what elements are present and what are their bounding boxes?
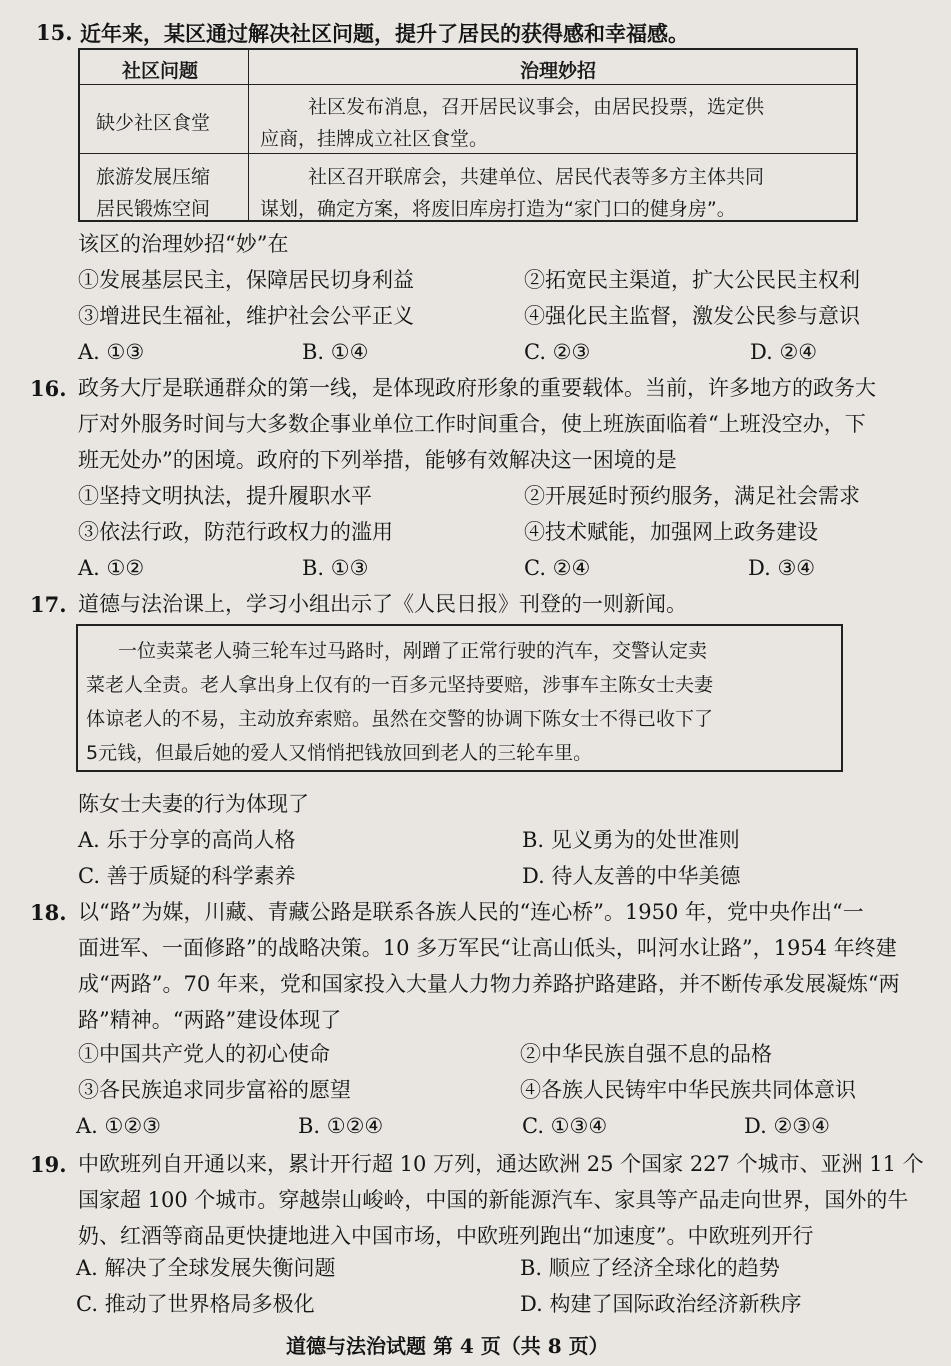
question-number: 15. — [36, 20, 73, 45]
question-stem: 政务大厅是联通群众的第一线，是体现政府形象的重要载体。当前，许多地方的政务大 — [78, 376, 876, 400]
answer-option[interactable]: D. 待人友善的中华美德 — [522, 864, 741, 888]
question-number: 17. — [30, 592, 67, 617]
table-cell: 社区召开联席会，共建单位、居民代表等多方主体共同 — [308, 166, 765, 188]
answer-option[interactable]: B. ①③ — [302, 556, 369, 580]
statement-item: ③依法行政，防范行政权力的滥用 — [78, 520, 393, 544]
table-divider — [80, 84, 856, 85]
answer-option[interactable]: B. 见义勇为的处世准则 — [522, 828, 740, 852]
question-stem: 路”精神。“两路”建设体现了 — [78, 1008, 342, 1032]
table-cell: 应商，挂牌成立社区食堂。 — [260, 128, 489, 150]
question-stem: 成“两路”。70 年来，党和国家投入大量人力物力养路护路建路，并不断传承发展凝炼“两 — [78, 972, 900, 996]
page-footer: 道德与法治试题 第 4 页（共 8 页） — [286, 1334, 609, 1358]
statement-item: ④各族人民铸牢中华民族共同体意识 — [520, 1078, 856, 1102]
answer-option[interactable]: B. ①②④ — [298, 1114, 384, 1138]
statement-item: ④技术赋能，加强网上政务建设 — [524, 520, 818, 544]
news-line: 菜老人全责。老人拿出身上仅有的一百多元坚持要赔，涉事车主陈女士夫妻 — [86, 674, 714, 696]
answer-option[interactable]: C. ②④ — [524, 556, 591, 580]
table-cell: 谋划，确定方案，将废旧库房打造为“家门口的健身房”。 — [260, 198, 736, 220]
answer-option[interactable]: C. 推动了世界格局多极化 — [76, 1292, 315, 1316]
question-stem: 道德与法治课上，学习小组出示了《人民日报》刊登的一则新闻。 — [78, 592, 687, 616]
answer-option[interactable]: A. ①②③ — [76, 1114, 161, 1138]
table-cell: 社区发布消息，召开居民议事会，由居民投票，选定供 — [308, 96, 765, 118]
answer-option[interactable]: C. ②③ — [524, 340, 591, 364]
question-stem: 近年来，某区通过解决社区问题，提升了居民的获得感和幸福感。 — [80, 21, 689, 46]
answer-option[interactable]: D. ②③④ — [744, 1114, 830, 1138]
news-line: 体谅老人的不易，主动放弃索赔。虽然在交警的协调下陈女士不得已收下了 — [86, 708, 714, 730]
statement-item: ②中华民族自强不息的品格 — [520, 1042, 772, 1066]
answer-option[interactable]: C. ①③④ — [522, 1114, 608, 1138]
question-stem: 厅对外服务时间与大多数企事业单位工作时间重合，使上班族面临着“上班没空办，下 — [78, 412, 866, 436]
statement-item: ②开展延时预约服务，满足社会需求 — [524, 484, 860, 508]
question-number: 19. — [30, 1152, 67, 1177]
answer-option[interactable]: B. ①④ — [302, 340, 369, 364]
statement-item: ①中国共产党人的初心使命 — [78, 1042, 330, 1066]
answer-option[interactable]: C. 善于质疑的科学素养 — [78, 864, 296, 888]
statement-item: ①坚持文明执法，提升履职水平 — [78, 484, 372, 508]
table-header: 社区问题 — [122, 60, 199, 82]
table-divider — [248, 50, 249, 220]
table-cell: 居民锻炼空间 — [96, 198, 211, 220]
table-cell: 旅游发展压缩 — [96, 166, 211, 188]
question-stem: 以“路”为媒，川藏、青藏公路是联系各族人民的“连心桥”。1950 年，党中央作出“一 — [78, 900, 864, 924]
question-prompt: 该区的治理妙招“妙”在 — [78, 232, 289, 256]
question-number: 16. — [30, 376, 67, 401]
news-excerpt-box — [76, 624, 843, 772]
statement-item: ③各民族追求同步富裕的愿望 — [78, 1078, 351, 1102]
answer-option[interactable]: A. 解决了全球发展失衡问题 — [76, 1256, 336, 1280]
answer-option[interactable]: A. ①③ — [78, 340, 145, 364]
answer-option[interactable]: A. 乐于分享的高尚人格 — [78, 828, 296, 852]
question-stem: 班无处办”的困境。政府的下列举措，能够有效解决这一困境的是 — [78, 448, 677, 472]
answer-option[interactable]: D. ②④ — [750, 340, 818, 364]
statement-item: ①发展基层民主，保障居民切身利益 — [78, 268, 414, 292]
statement-item: ④强化民主监督，激发公民参与意识 — [524, 304, 860, 328]
answer-option[interactable]: A. ①② — [78, 556, 145, 580]
question-stem: 国家超 100 个城市。穿越崇山峻岭，中国的新能源汽车、家具等产品走向世界，国外的牛 — [78, 1188, 909, 1212]
news-line: 一位卖菜老人骑三轮车过马路时，剐蹭了正常行驶的汽车，交警认定卖 — [118, 640, 708, 662]
answer-option[interactable]: D. 构建了国际政治经济新秩序 — [520, 1292, 802, 1316]
statement-item: ②拓宽民主渠道，扩大公民民主权利 — [524, 268, 860, 292]
answer-option[interactable]: B. 顺应了经济全球化的趋势 — [520, 1256, 780, 1280]
governance-table — [78, 48, 858, 222]
answer-option[interactable]: D. ③④ — [748, 556, 816, 580]
table-divider — [80, 153, 856, 154]
question-stem: 中欧班列自开通以来，累计开行超 10 万列，通达欧洲 25 个国家 227 个城市、亚洲 11 个 — [78, 1152, 924, 1176]
question-number: 18. — [30, 900, 67, 925]
news-line: 5元钱，但最后她的爱人又悄悄把钱放回到老人的三轮车里。 — [86, 742, 593, 764]
question-prompt: 陈女士夫妻的行为体现了 — [78, 792, 309, 816]
table-cell: 缺少社区食堂 — [96, 112, 211, 134]
question-stem: 面进军、一面修路”的战略决策。10 多万军民“让高山低头，叫河水让路”，1954 年终建 — [78, 936, 897, 960]
table-header: 治理妙招 — [520, 60, 597, 82]
statement-item: ③增进民生福祉，维护社会公平正义 — [78, 304, 414, 328]
question-stem: 奶、红酒等商品更快捷地进入中国市场，中欧班列跑出“加速度”。中欧班列开行 — [78, 1224, 814, 1248]
